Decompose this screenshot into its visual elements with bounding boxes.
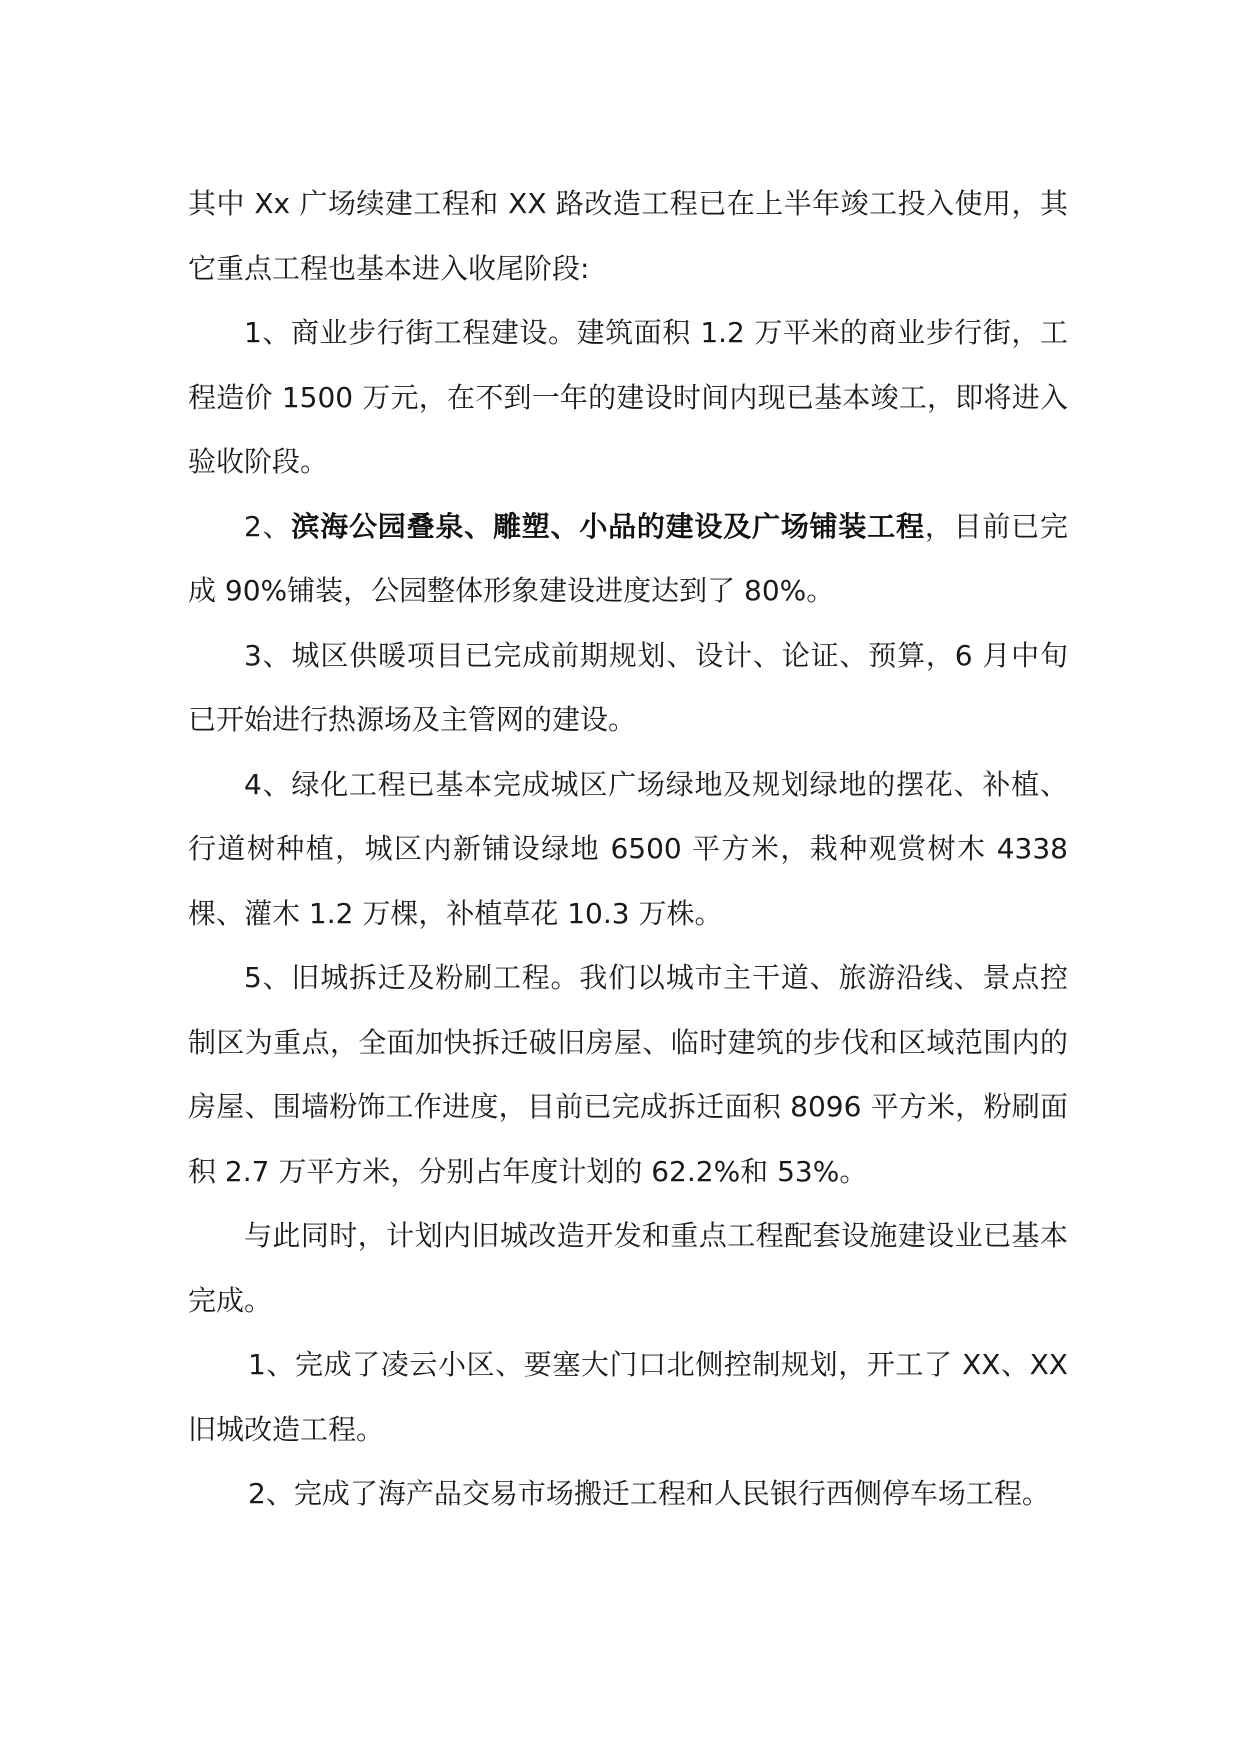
item-4-paragraph: 4、绿化工程已基本完成城区广场绿地及规划绿地的摆花、补植、行道树种植，城区内新铺设绿地 6500 平方米，栽种观赏树木 4338 棵、灌木 1.2 万棵，补植草花 10.3 万株。 (188, 767, 1068, 930)
item-1-paragraph: 1、商业步行街工程建设。建筑面积 1.2 万平米的商业步行街，工程造价 1500 万元，在不到一年的建设时间内现已基本竣工，即将进入验收阶段。 (188, 316, 1068, 478)
item-2-prefix: 2、 (244, 509, 292, 543)
item-3-paragraph: 3、城区供暖项目已完成前期规划、设计、论证、预算，6 月中旬已开始进行热源场及主管网的建设。 (188, 638, 1068, 736)
item-2-rest: ，目前已完成 90%铺装，公园整体形象建设进度达到了 80%。 (188, 509, 1068, 607)
document-body (188, 172, 1068, 1527)
item-5-paragraph: 5、旧城拆迁及粉刷工程。我们以城市主干道、旅游沿线、景点控制区为重点，全面加快拆迁破旧房屋、临时建筑的步伐和区域范围内的房屋、围墙粉饰工作进度，目前已完成拆迁面积 8096 平方米，粉刷面积 2.7 万平方米，分别占年度计划的 62.2%和 53%。 (188, 961, 1068, 1188)
summary-paragraph: 与此同时，计划内旧城改造开发和重点工程配套设施建设业已基本完成。 (188, 1219, 1068, 1317)
intro-paragraph: 其中 Xx 广场续建工程和 XX 路改造工程已在上半年竣工投入使用，其它重点工程也基本进入收尾阶段: (188, 187, 1068, 285)
item-2-paragraph (188, 495, 1068, 624)
item-2-bold-title: 滨海公园叠泉、雕塑、小品的建设及广场铺装工程 (291, 509, 925, 543)
sub-item-2-paragraph: 2、完成了海产品交易市场搬迁工程和人民银行西侧停车场工程。 (248, 1477, 1050, 1510)
sub-item-1-paragraph: 1、完成了凌云小区、要塞大门口北侧控制规划，开工了 XX、XX 旧城改造工程。 (188, 1348, 1068, 1446)
